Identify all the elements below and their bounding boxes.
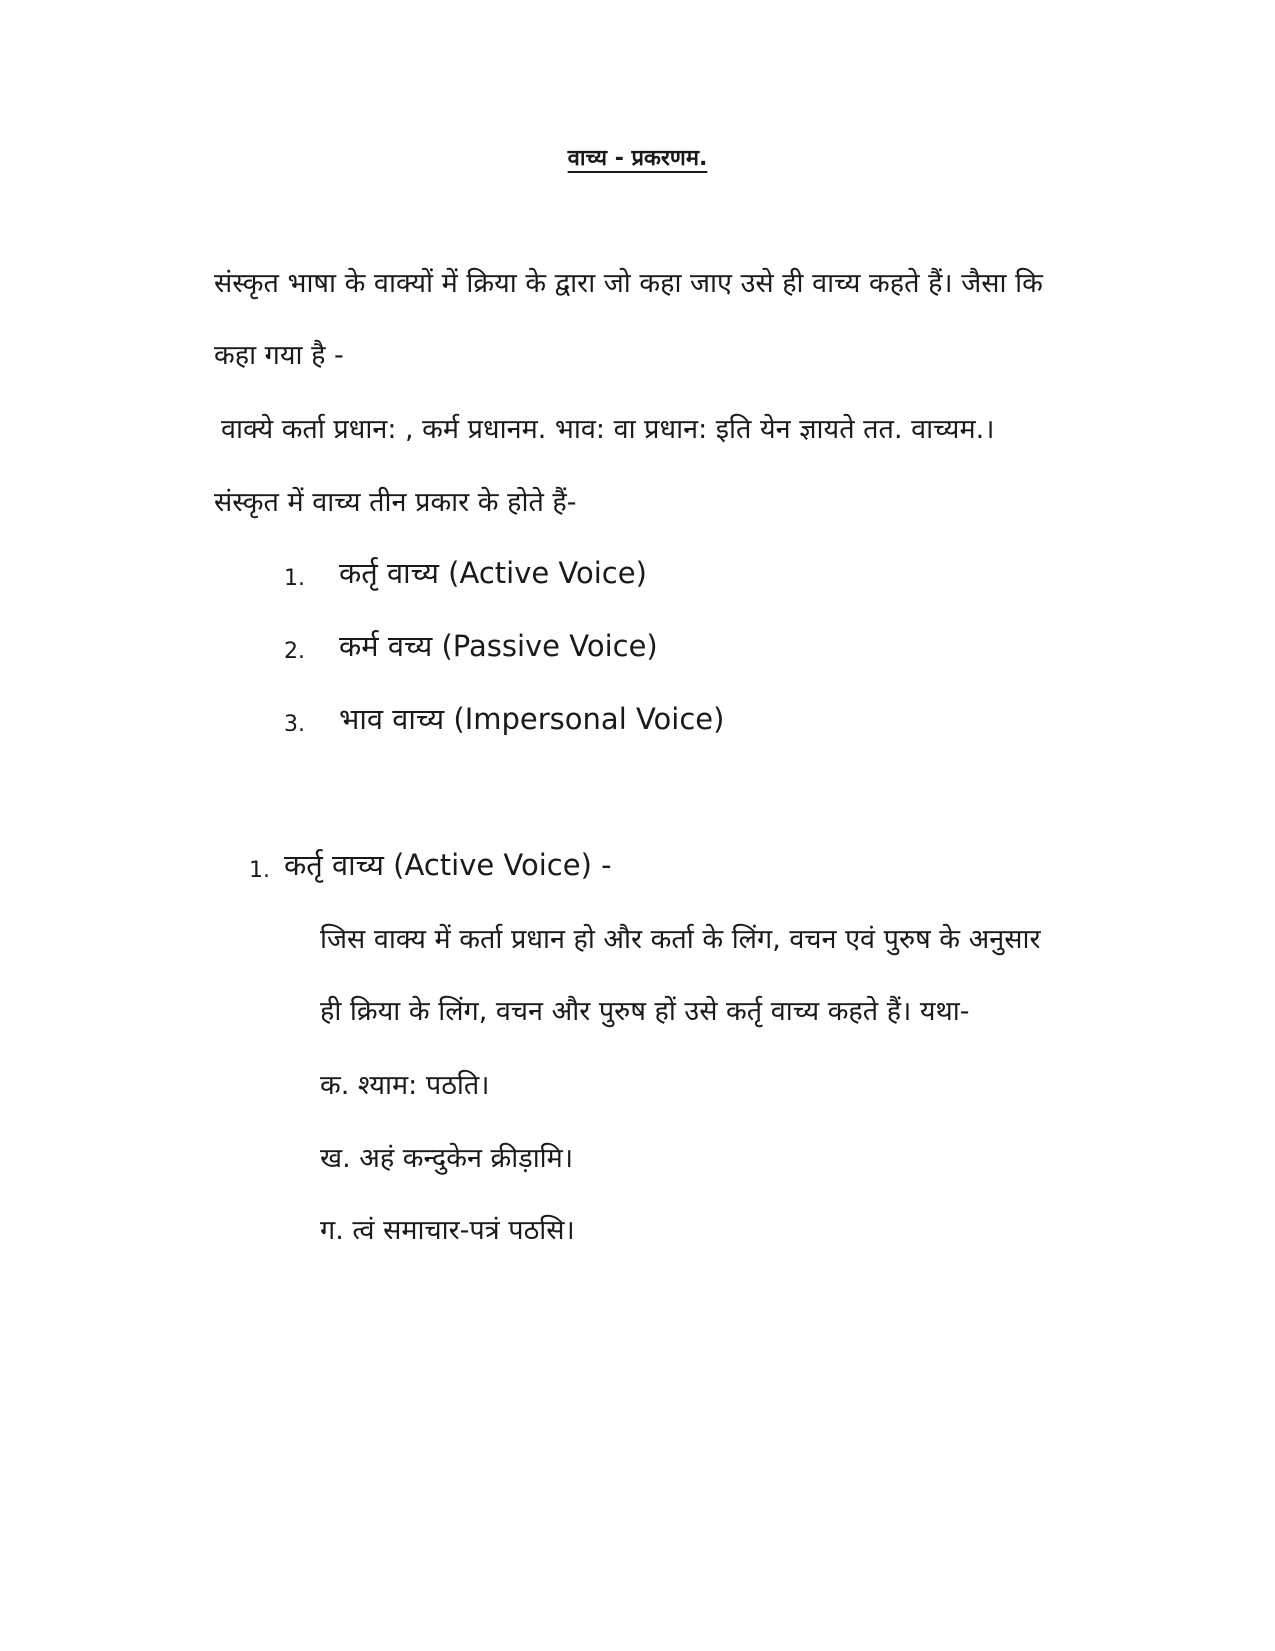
example-item: ख. अहं कन्दुकेन क्रीड़ामि। — [320, 1143, 574, 1174]
list-item-passive-voice: कर्म वच्य (Passive Voice) — [339, 629, 658, 663]
intro-line-1: संस्कृत भाषा के वाक्यों में क्रिया के द्वारा जो कहा जाए उसे ही वाच्य कहते हैं। जैसा कि — [214, 268, 1043, 299]
section-paragraph-line-2: ही क्रिया के लिंग, वचन और पुरुष हों उसे कर्तृ वाच्य कहते हैं। यथा- — [320, 996, 970, 1027]
list-number: 3. — [284, 712, 305, 737]
list-number: 2. — [284, 639, 305, 664]
page-title-text: वाच्य - प्रकरणम. — [567, 146, 708, 171]
intro-sanskrit-verse: वाक्ये कर्ता प्रधान: , कर्म प्रधानम. भाव: वा प्रधान: इति येन ज्ञायते तत. वाच्यम.। — [221, 414, 995, 445]
example-item: ग. त्वं समाचार-पत्रं पठसि। — [320, 1215, 575, 1246]
intro-line-2: कहा गया है - — [214, 340, 344, 371]
example-item: क. श्याम: पठति। — [320, 1070, 490, 1101]
list-item-impersonal-voice: भाव वाच्य (Impersonal Voice) — [339, 702, 725, 736]
list-number: 1. — [284, 566, 305, 591]
list-item-active-voice: कर्तृ वाच्य (Active Voice) — [339, 556, 647, 590]
section-number: 1. — [249, 858, 270, 883]
section-heading: कर्तृ वाच्य (Active Voice) - — [284, 848, 612, 882]
intro-line-4: संस्कृत में वाच्य तीन प्रकार के होते हैं- — [214, 487, 577, 518]
section-paragraph-line-1: जिस वाक्य में कर्ता प्रधान हो और कर्ता के लिंग, वचन एवं पुरुष के अनुसार — [320, 924, 1041, 955]
page-title — [0, 142, 1275, 172]
